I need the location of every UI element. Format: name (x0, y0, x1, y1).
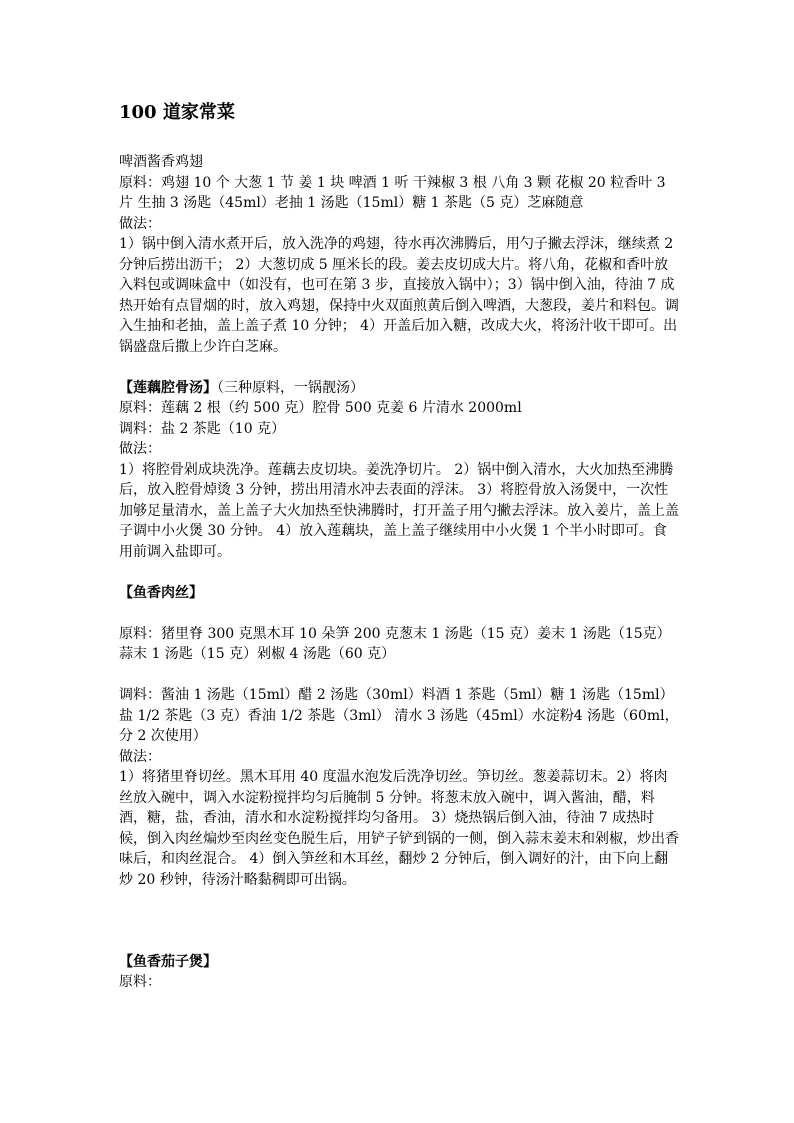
method-label: 做法： (119, 215, 161, 232)
spacer (119, 562, 679, 583)
recipe-eggplant-pot (119, 952, 679, 993)
method-label: 做法： (119, 441, 161, 457)
document-title: 100 道家常菜 (119, 102, 235, 123)
recipe-subtitle: （三种原料，一锅靓汤） (217, 379, 364, 396)
recipe-ingredients: 原料：莲藕 2 根（约 500 克）腔骨 500 克姜 6 片清水 2000ml (119, 400, 522, 416)
recipe-seasoning: 调料：盐 2 茶匙（10 克） (119, 420, 286, 437)
recipe-ingredients: 原料：猪里脊 300 克黑木耳 10 朵笋 200 克葱末 1 汤匙（15 克）姜末 1 汤匙（15克）蒜末 1 汤匙（15 克）剁椒 4 汤匙（60 克） (119, 625, 671, 662)
spacer (119, 665, 679, 686)
recipe-name: 啤酒酱香鸡翅 (119, 154, 203, 170)
method-label: 做法： (119, 748, 161, 765)
recipe-beer-chicken-wings (119, 152, 679, 357)
recipe-name: 【鱼香茄子煲】 (119, 953, 217, 970)
recipe-name: 【鱼香肉丝】 (119, 584, 203, 601)
spacer (119, 890, 679, 952)
recipe-fish-flavored-pork (119, 583, 679, 891)
spacer (119, 603, 679, 624)
spacer (119, 357, 679, 378)
recipe-seasoning: 调料：酱油 1 汤匙（15ml）醋 2 汤匙（30ml）料酒 1 茶匙（5ml）糖 1 汤匙（15ml）盐 1/2 茶匙（3 克）香油 1/2 茶匙（3ml） 清水 3 汤匙（45ml）水淀粉4 汤匙（60ml，分 2 次使用） (119, 687, 679, 744)
recipe-lotus-root-soup (119, 378, 679, 563)
recipe-ingredients: 原料：鸡翅 10 个 大葱 1 节 姜 1 块 啤酒 1 听 干辣椒 3 根 八角 3 颗 花椒 20 粒香叶 3 片 生抽 3 汤匙（45ml）老抽 1 汤匙（15ml）糖 1 茶匙（5 克）芝麻随意 (119, 174, 666, 211)
recipe-method: 1）将腔骨剁成块洗净。莲藕去皮切块。姜洗净切片。 2）锅中倒入清水，大火加热至沸腾后，放入腔骨焯烫 3 分钟，捞出用清水冲去表面的浮沫。 3）将腔骨放入汤煲中，一次性加够足量清水，盖上盖子大火加热至快沸腾时，打开盖子用勺撇去浮沫。放入姜片，盖上盖子调中小火煲 30 分钟。 4）放入莲藕块，盖上盖子继续用中小火煲 1 个半小时即可。食用前调入盐即可。 (119, 461, 679, 560)
recipe-name: 【莲藕腔骨汤】 (119, 379, 217, 396)
recipe-method: 1）锅中倒入清水煮开后，放入洗净的鸡翅，待水再次沸腾后，用勺子撇去浮沫，继续煮 2 分钟后捞出沥干； 2）大葱切成 5 厘米长的段。姜去皮切成大片。将八角，花椒和香叶放入料包或调味盒中（如没有，也可在第 3 步，直接放入锅中）；3）锅中倒入油，待油 7 成热开始有点冒烟的时，放入鸡翅，保持中火双面煎黄后倒入啤酒，大葱段，姜片和料包。调入生抽和老抽，盖上盖子煮 10 分钟； 4）开盖后加入糖，改成大火，将汤汁收干即可。出锅盛盘后撒上少许白芝麻。 (119, 236, 679, 355)
recipe-method: 1）将猪里脊切丝。黑木耳用 40 度温水泡发后洗净切丝。笋切丝。葱姜蒜切末。2）将肉丝放入碗中，调入水淀粉搅拌均匀后腌制 5 分钟。将葱末放入碗中，调入酱油，醋，料酒，糖，盐，香油，清水和水淀粉搅拌均匀备用。 3）烧热锅后倒入油，待油 7 成热时候，倒入肉丝煸炒至肉丝变色脱生后，用铲子铲到锅的一侧，倒入蒜末姜末和剁椒，炒出香味后，和肉丝混合。 4）倒入笋丝和木耳丝，翻炒 2 分钟后，倒入调好的汁，由下向上翻炒 20 秒钟，待汤汁略黏稠即可出锅。 (119, 769, 679, 888)
recipe-ingredients: 原料： (119, 974, 161, 990)
recipe-heading (119, 378, 679, 399)
document-page (119, 100, 679, 993)
